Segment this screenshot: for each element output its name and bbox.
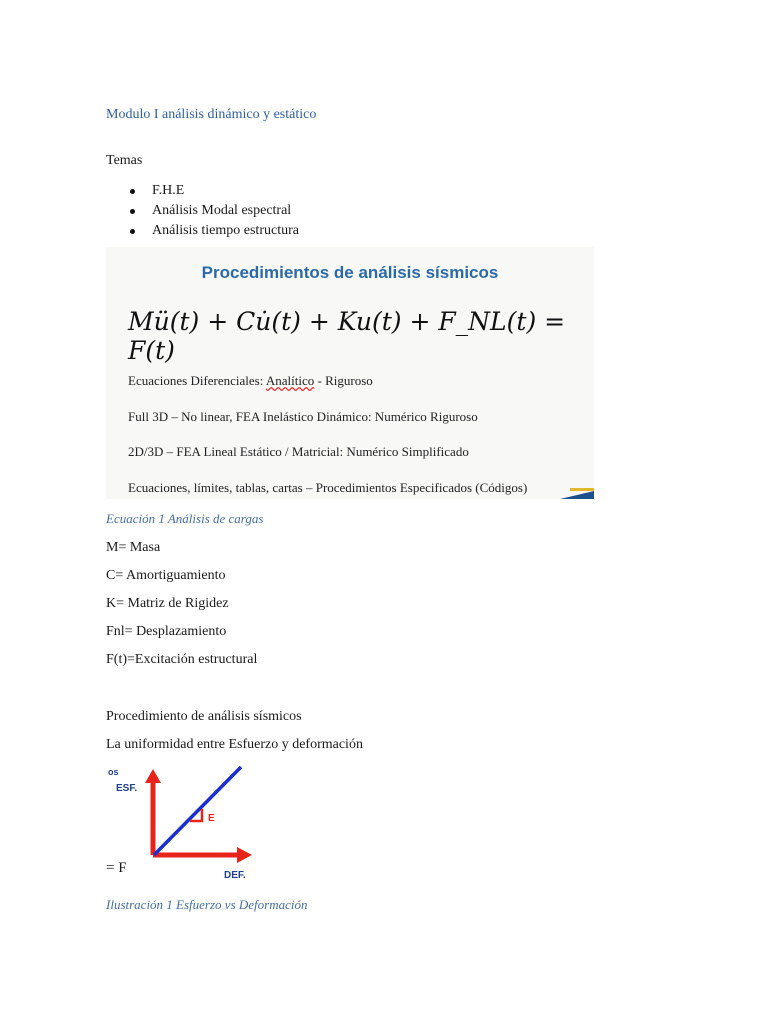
slide-line-3: 2D/3D – FEA Lineal Estático / Matricial: Numérico Simplificado <box>128 444 469 459</box>
definition-k: K= Matriz de Rigidez <box>106 596 229 611</box>
list-item: Análisis Modal espectral <box>130 201 299 221</box>
slide-title: Procedimientos de análisis sísmicos <box>201 263 499 282</box>
slide-corner-decoration <box>560 491 594 499</box>
temas-list <box>130 181 299 241</box>
slide-line-1: Ecuaciones Diferenciales: Analítico - Riguroso <box>128 373 373 388</box>
definition-c: C= Amortiguamiento <box>106 568 226 583</box>
definition-m: M= Masa <box>106 540 161 555</box>
definition-ft: F(t)=Excitación estructural <box>106 652 258 667</box>
stress-strain-graph <box>106 763 256 883</box>
slide-corner-stripe <box>570 488 594 491</box>
section-heading: Modulo I análisis dinámico y estático <box>106 107 317 122</box>
procedure-title: Procedimiento de análisis sísmicos <box>106 709 302 724</box>
caption-equation: Ecuación 1 Análisis de cargas <box>106 511 264 526</box>
corner-label: os <box>108 767 119 777</box>
temas-label: Temas <box>106 153 143 168</box>
motion-equation: Mü(t) + Cu̇(t) + Ku(t) + F_NL(t) = F(t) <box>128 307 566 365</box>
uniformity-text: La uniformidad entre Esfuerzo y deformación <box>106 737 363 752</box>
equation-f: = F <box>106 860 127 876</box>
y-axis-arrow <box>145 769 161 783</box>
slide-line-4: Ecuaciones, límites, tablas, cartas – Procedimientos Especificados (Códigos) <box>128 480 528 495</box>
list-item: F.H.E <box>130 181 299 201</box>
slide-line-2: Full 3D – No linear, FEA Inelástico Dinámico: Numérico Riguroso <box>128 409 478 424</box>
caption-illustration: Ilustración 1 Esfuerzo vs Deformación <box>106 897 308 912</box>
stress-strain-figure <box>106 763 256 883</box>
x-axis-arrow <box>237 847 252 863</box>
x-axis-label: DEF. <box>224 870 246 881</box>
definition-fnl: Fnl= Desplazamiento <box>106 624 227 639</box>
list-item: Análisis tiempo estructura <box>130 221 299 241</box>
slide-image <box>106 247 594 499</box>
stress-strain-line <box>154 767 241 855</box>
slope-label: E <box>208 813 215 824</box>
y-axis-label: ESF. <box>116 783 138 794</box>
